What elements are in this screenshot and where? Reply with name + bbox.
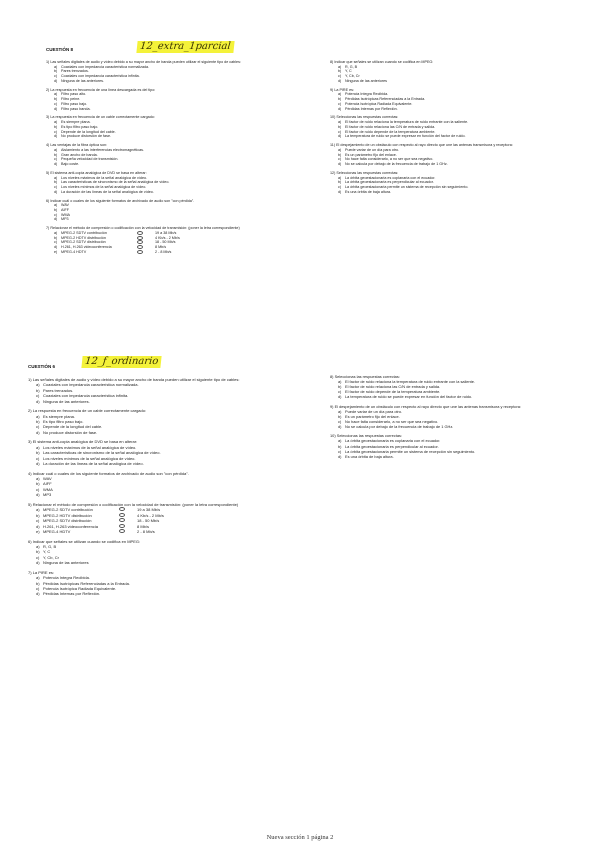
option-text: WAV xyxy=(43,476,52,482)
answer-option xyxy=(46,217,296,222)
option-text: El factor de ruido depende de la temperatura ambiente. xyxy=(345,389,441,395)
option-text: Los niveles mínimos de la señal analógica de vídeo. xyxy=(43,455,136,461)
option-letter: b) xyxy=(338,384,342,390)
option-text: Filtro paso banda. xyxy=(61,106,91,111)
question-prompt: Indicar cuál o cuales de los siguiente formatos de archivado de audio son "con pérdida". xyxy=(50,198,195,203)
match-rate: 18 - 50 Mb/s xyxy=(155,240,176,245)
option-text: Los niveles mínimos de la señal analógica de vídeo. xyxy=(61,184,147,189)
answer-circle-icon xyxy=(137,240,143,244)
option-text: WMA xyxy=(43,486,53,492)
option-letter: d) xyxy=(54,217,58,222)
question-number: 8) xyxy=(330,374,334,379)
question xyxy=(28,471,298,498)
match-letter: c) xyxy=(54,240,58,245)
answer-option xyxy=(28,560,298,565)
option-text: Aislamiento a las interferencias electromagnéticas. xyxy=(61,147,145,152)
option-text: Potencia Isotrópica Radiada Equivalente. xyxy=(43,585,117,591)
question-prompt: La respuesta en frecuencia de una línea descargada es del tipo: xyxy=(50,87,156,92)
option-text: Bajo coste. xyxy=(61,161,80,166)
question-prompt: El sistema anti-copia analógica de DVD se basa en alterar: xyxy=(50,170,147,175)
question-number: 3) xyxy=(28,439,32,445)
question xyxy=(28,539,298,566)
option-text: Es tipo filtro paso bajo. xyxy=(61,124,99,129)
option-letter: d) xyxy=(54,106,58,111)
option-text: No se calcula por debajo de la frecuencia de trabajo de 1 GHz. xyxy=(345,424,454,430)
option-text: Potencia Isotrópica Radiada Equivalente. xyxy=(345,101,413,106)
match-method: MPEG-2 SDTV distribución xyxy=(43,518,92,524)
option-text: Ninguna de las anteriores xyxy=(43,560,89,566)
question xyxy=(28,408,298,435)
answer-circle-icon xyxy=(119,507,125,511)
question-number: 9) xyxy=(330,403,334,409)
option-text: Depende de la longitud del cable. xyxy=(43,424,103,430)
option-letter: a) xyxy=(338,92,342,97)
match-letter: d) xyxy=(54,245,58,250)
question-prompt: La PIRE es: xyxy=(334,87,354,92)
option-text: La órbita geoestacionaria es coplanaria con el ecuador. xyxy=(345,175,436,180)
question-prompt: El despejamiento de un obstáculo con respecto al rayo directo que une las antenas transmisora y receptora: xyxy=(336,143,513,148)
option-letter: b) xyxy=(338,180,342,185)
option-letter: b) xyxy=(54,97,58,102)
option-letter: a) xyxy=(36,575,40,581)
match-rate: 8 Mb/s xyxy=(137,523,150,529)
question xyxy=(330,115,570,139)
question-number: 6) xyxy=(28,538,32,544)
option-letter: d) xyxy=(36,429,40,435)
match-method: MPEG-2 HDTV distribución xyxy=(61,235,106,240)
question-prompt: Indicar que señales se utilizan cuando se codifica en MPEG: xyxy=(334,60,434,64)
option-letter: a) xyxy=(36,382,40,388)
option-text: Y, Cb, Cr xyxy=(43,554,59,560)
option-text: Coaxiales con impedancia característica infinita. xyxy=(61,74,140,79)
option-text: Puede variar de un día para otro. xyxy=(345,408,403,414)
section-8-title: CUESTIÓN 8 xyxy=(46,47,74,52)
option-text: No produce distorsión de fase. xyxy=(43,429,98,435)
option-letter: b) xyxy=(54,69,58,74)
option-text: Filtro peine. xyxy=(61,97,81,102)
option-letter: b) xyxy=(36,419,40,425)
option-letter: d) xyxy=(36,492,40,498)
option-text: Potencia Integra Recibida. xyxy=(43,575,90,581)
option-text: Y, C xyxy=(43,549,51,555)
match-letter: b) xyxy=(36,512,40,518)
answer-circle-icon xyxy=(119,513,125,517)
option-letter: d) xyxy=(338,106,342,111)
option-text: Es una órbita de baja altura. xyxy=(345,189,392,194)
option-text: WAV xyxy=(61,203,69,208)
question-number: 1) xyxy=(46,60,50,64)
matching-row xyxy=(46,250,296,255)
option-text: Es siempre plana. xyxy=(61,120,91,125)
question-number: 7) xyxy=(28,569,32,575)
answer-option xyxy=(330,424,580,429)
option-letter: c) xyxy=(36,393,40,399)
option-text: Ninguna de las anteriores. xyxy=(61,78,105,83)
option-letter: d) xyxy=(54,134,58,139)
question xyxy=(28,570,298,597)
option-text: Pérdidas Isotrópicas Referenciadas a la Entrada. xyxy=(43,580,130,586)
question-number: 1) xyxy=(28,377,32,382)
answer-option xyxy=(330,134,570,139)
answer-option xyxy=(46,79,296,84)
option-letter: d) xyxy=(36,461,40,467)
option-letter: a) xyxy=(338,64,342,69)
option-letter: b) xyxy=(36,450,40,456)
match-rate: 19 a 38 Mb/s xyxy=(137,507,161,513)
question-prompt: Indicar que señales se utilizan cuando se codifica en MPEG: xyxy=(32,538,141,544)
question xyxy=(46,143,296,167)
answer-option xyxy=(28,591,298,596)
option-letter: b) xyxy=(338,124,342,129)
question-prompt: Seleccionas las respuestas correctas: xyxy=(336,433,403,439)
section-6-left-column xyxy=(28,377,298,601)
question xyxy=(330,60,570,84)
option-letter: b) xyxy=(36,481,40,487)
option-text: Pares trenzados. xyxy=(61,69,89,74)
option-letter: c) xyxy=(338,448,342,454)
option-letter: c) xyxy=(54,74,58,79)
question xyxy=(28,502,298,534)
option-letter: a) xyxy=(54,147,58,152)
option-text: AIFF xyxy=(43,481,52,487)
match-rate: 2 - 8 Mb/s xyxy=(137,528,155,534)
answer-circle-icon xyxy=(119,524,125,528)
answer-option xyxy=(330,107,570,112)
page-footer: Nueva sección 1 página 2 xyxy=(266,834,334,841)
question xyxy=(330,433,580,458)
question xyxy=(46,226,296,254)
option-letter: d) xyxy=(338,189,342,194)
option-text: Coaxiales con impedancia característica infinita. xyxy=(43,393,129,399)
answer-option xyxy=(28,430,298,435)
match-letter: b) xyxy=(54,235,58,240)
option-text: Filtro paso bajo. xyxy=(61,101,88,106)
question-number: 4) xyxy=(28,470,32,476)
option-letter: c) xyxy=(338,389,342,395)
option-text: R, G, B xyxy=(345,64,358,69)
option-text: Es tipo filtro paso bajo. xyxy=(43,419,84,425)
question-number: 8) xyxy=(330,60,334,64)
answer-option xyxy=(28,399,298,404)
option-text: La temperatura de ruido se puede expresar en función del factor de ruido. xyxy=(345,394,473,400)
option-text: Y, Cb, Cr xyxy=(345,74,360,79)
option-letter: b) xyxy=(36,549,40,555)
section-6-title: CUESTIÓN 6 xyxy=(28,364,56,369)
question-prompt: Las señales digitales de audio y vídeo debido a su mayor ancho de banda pueden utilizar el siguiente tipo de cables: xyxy=(50,60,241,64)
question-number: 5) xyxy=(28,501,32,507)
option-text: La órbita geoestacionaria es perpendicular al ecuador. xyxy=(345,443,439,449)
option-letter: c) xyxy=(36,455,40,461)
answer-circle-icon xyxy=(119,529,125,533)
option-letter: a) xyxy=(54,175,58,180)
option-text: MP3 xyxy=(43,492,52,498)
option-letter: d) xyxy=(36,398,40,404)
answer-option xyxy=(330,79,570,84)
question-prompt: Seleccionas las respuestas correctas: xyxy=(336,115,399,120)
answer-option xyxy=(28,492,298,497)
option-letter: b) xyxy=(54,180,58,185)
option-text: La órbita geoestacionaria es coplanaria con el ecuador. xyxy=(345,438,441,444)
question xyxy=(46,199,296,223)
answer-option xyxy=(46,162,296,167)
option-letter: a) xyxy=(338,438,342,444)
match-rate: 4 Kb/s - 2 Mb/s xyxy=(155,235,180,240)
option-letter: a) xyxy=(36,444,40,450)
question-prompt: Indicar cuál o cuales de los siguiente formatos de archivado de audio son "con pérdida". xyxy=(32,470,189,476)
match-method: MPEG-4 HDTV xyxy=(43,528,71,534)
option-letter: b) xyxy=(36,387,40,393)
question xyxy=(330,88,570,112)
answer-option xyxy=(46,107,296,112)
option-letter: a) xyxy=(36,476,40,482)
question xyxy=(330,143,570,167)
section-8-handwritten-note: 12_extra_1parcial xyxy=(136,41,234,53)
option-text: Es siempre plana. xyxy=(43,413,76,419)
question xyxy=(46,171,296,195)
option-letter: c) xyxy=(36,554,40,560)
match-rate: 19 a 38 Mb/s xyxy=(155,230,177,235)
option-text: No produce distorsión de fase. xyxy=(61,134,112,139)
option-text: Pares trenzados. xyxy=(43,387,74,393)
question-prompt: El despejamiento de un obstáculo con respecto al rayo directo que une las antenas transmisora y receptora: xyxy=(334,403,521,409)
option-text: No hace falta considerarlo, a no ser que sea negativo. xyxy=(345,157,434,162)
option-text: Puede variar de un día para otro. xyxy=(345,147,400,152)
option-text: AIFF xyxy=(61,207,69,212)
question-number: 3) xyxy=(46,115,50,120)
match-letter: a) xyxy=(36,507,40,513)
match-method: MPEG-2 SDTV distribución xyxy=(61,240,106,245)
question-number: 2) xyxy=(46,87,50,92)
option-letter: a) xyxy=(338,408,342,414)
option-text: Depende de la longitud del cable. xyxy=(61,129,116,134)
option-letter: d) xyxy=(338,424,342,430)
option-text: Pérdidas Internas por Reflexión. xyxy=(345,106,398,111)
answer-option xyxy=(28,461,298,466)
match-method: H.261, H.263 videoconferencia xyxy=(61,245,112,250)
option-text: Los niveles máximos de la señal analógica de vídeo. xyxy=(61,175,148,180)
option-text: Potencia Integra Recibida. xyxy=(345,92,389,97)
option-text: Coaxiales con impedancia característica normalizada. xyxy=(43,382,139,388)
option-text: El factor de ruido relaciona las C/N de entrada y salida. xyxy=(345,384,441,390)
section-8-left-column xyxy=(46,60,296,259)
option-letter: a) xyxy=(54,120,58,125)
question-prompt: Las ventajas de la fibra óptica son: xyxy=(50,143,108,148)
option-letter: c) xyxy=(338,157,342,162)
match-letter: a) xyxy=(54,230,58,235)
option-text: MP3 xyxy=(61,217,69,222)
question-number: 9) xyxy=(330,87,334,92)
match-method: MPEG-4 HDTV xyxy=(61,249,87,254)
question-prompt: El sistema anti-copia analógica de DVD se basa en alterar: xyxy=(32,439,138,445)
option-letter: a) xyxy=(54,203,58,208)
option-text: Pérdidas Internas por Reflexión. xyxy=(43,591,101,597)
question-prompt: La respuesta en frecuencia de un cable correctamente cargado: xyxy=(50,115,155,120)
match-rate: 8 Mb/s xyxy=(155,245,167,250)
option-text: La duración de las líneas de la señal analógica de vídeo. xyxy=(43,461,144,467)
question-number: 4) xyxy=(46,143,50,148)
option-letter: b) xyxy=(338,413,342,419)
answer-option xyxy=(330,162,570,167)
question xyxy=(330,404,580,429)
question xyxy=(46,88,296,112)
question xyxy=(330,374,580,399)
question-number: 5) xyxy=(46,170,50,175)
answer-option xyxy=(330,190,570,195)
answer-option xyxy=(330,394,580,399)
section-6-right-column xyxy=(330,374,580,463)
section-6-handwritten-note: 12_f_ordinario xyxy=(81,356,161,368)
option-text: Es un parámetro fijo del enlace. xyxy=(345,152,397,157)
option-text: Las características de sincronismo de la señal analógica de vídeo. xyxy=(61,180,170,185)
option-text: Las características de sincronismo de la señal analógica de vídeo. xyxy=(43,450,161,456)
answer-option xyxy=(46,190,296,195)
option-letter: a) xyxy=(54,92,58,97)
match-letter: d) xyxy=(36,523,40,529)
option-letter: a) xyxy=(338,379,342,385)
option-text: El factor de ruido relaciona la temperatura de ruido entrante con la saliente. xyxy=(345,379,475,385)
option-letter: d) xyxy=(54,161,58,166)
matching-row xyxy=(28,529,298,534)
question-prompt: Las señales digitales de audio y vídeo debido a su mayor ancho de banda pueden utilizar el siguiente tipo de cables: xyxy=(32,377,240,382)
option-letter: c) xyxy=(338,74,342,79)
question xyxy=(28,439,298,466)
option-text: Los niveles máximos de la señal analógica de vídeo. xyxy=(43,444,137,450)
option-letter: a) xyxy=(36,543,40,549)
match-method: MPEG-2 SDTV contribución xyxy=(43,507,93,513)
question xyxy=(330,171,570,195)
option-letter: b) xyxy=(36,580,40,586)
question-prompt: Relacionar el método de compresión o codificación con la velocidad de transmisión: (poner la letra correspondiente) xyxy=(50,226,240,231)
option-letter: d) xyxy=(36,560,40,566)
match-letter: e) xyxy=(54,249,58,254)
option-text: Es una órbita de baja altura. xyxy=(345,453,394,459)
option-text: No se calcula por debajo de la frecuencia de trabajo de 1 GHz. xyxy=(345,161,448,166)
option-letter: c) xyxy=(338,101,342,106)
option-text: El factor de ruido relaciona las C/N de entrada y salida. xyxy=(345,124,436,129)
option-text: Es un parámetro fijo del enlace. xyxy=(345,413,400,419)
match-method: H.261, H.263 videoconferencia xyxy=(43,523,98,529)
option-letter: c) xyxy=(54,101,58,106)
option-letter: a) xyxy=(338,175,342,180)
answer-circle-icon xyxy=(137,236,143,240)
option-letter: c) xyxy=(36,424,40,430)
option-letter: d) xyxy=(54,189,58,194)
option-text: Filtro paso alto. xyxy=(61,92,87,97)
option-letter: d) xyxy=(338,161,342,166)
option-letter: b) xyxy=(338,152,342,157)
question-number: 7) xyxy=(46,226,50,231)
question-prompt: Seleccionas las respuestas correctas: xyxy=(336,170,399,175)
match-method: MPEG-2 HDTV distribución xyxy=(43,512,92,518)
option-letter: b) xyxy=(338,443,342,449)
question-number: 10) xyxy=(330,433,336,439)
option-text: La temperatura de ruido se puede expresar en función del factor de ruido. xyxy=(345,134,466,139)
option-letter: a) xyxy=(338,120,342,125)
option-letter: d) xyxy=(338,78,342,83)
question xyxy=(46,115,296,139)
match-letter: c) xyxy=(36,518,40,524)
question xyxy=(46,60,296,84)
option-text: La órbita geoestacionaria es perpendicular al ecuador. xyxy=(345,180,434,185)
option-text: Gran ancho de banda. xyxy=(61,152,98,157)
match-method: MPEG-2 SDTV contribución xyxy=(61,230,107,235)
option-letter: a) xyxy=(54,64,58,69)
option-text: El factor de ruido relaciona la temperatura de ruido entrante con la saliente. xyxy=(345,120,469,125)
option-text: No hace falta considerarlo, a no ser que sea negativo. xyxy=(345,418,439,424)
question-prompt: La PIRE es: xyxy=(32,569,55,575)
option-letter: c) xyxy=(338,184,342,189)
match-letter: e) xyxy=(36,528,40,534)
answer-option xyxy=(46,134,296,139)
option-letter: c) xyxy=(36,486,40,492)
option-letter: d) xyxy=(36,591,40,597)
option-text: Pérdidas Isotrópicas Referenciadas a la Entrada. xyxy=(345,97,426,102)
option-letter: a) xyxy=(338,147,342,152)
question-prompt: La respuesta en frecuencia de un cable correctamente cargado: xyxy=(32,408,147,414)
option-letter: b) xyxy=(54,207,58,212)
option-text: Coaxiales con impedancia característica normalizada. xyxy=(61,64,150,69)
section-8-right-column xyxy=(330,60,570,199)
question xyxy=(28,377,298,404)
option-letter: c) xyxy=(54,184,58,189)
match-rate: 18 - 50 Mb/s xyxy=(137,518,160,524)
option-letter: c) xyxy=(338,418,342,424)
option-letter: c) xyxy=(54,129,58,134)
question-number: 2) xyxy=(28,408,32,414)
match-rate: 2 - 8 Mb/s xyxy=(155,249,172,254)
question-number: 11) xyxy=(330,143,336,148)
option-letter: c) xyxy=(54,157,58,162)
option-text: La duración de las líneas de la señal analógica de vídeo. xyxy=(61,189,154,194)
answer-circle-icon xyxy=(137,245,143,249)
option-text: Ninguna de las anteriores. xyxy=(43,398,90,404)
option-letter: b) xyxy=(338,69,342,74)
option-text: Pequeña velocidad de transmisión. xyxy=(61,157,119,162)
option-letter: c) xyxy=(338,129,342,134)
question-number: 6) xyxy=(46,198,50,203)
answer-circle-icon xyxy=(137,231,143,235)
option-letter: b) xyxy=(54,124,58,129)
question-prompt: Seleccionas las respuestas correctas: xyxy=(334,374,400,379)
answer-circle-icon xyxy=(119,518,125,522)
option-text: WMA xyxy=(61,212,71,217)
question-prompt: Relacionar el método de compresión o codificación con la velocidad de transmisión: (poner la letra correspondiente) xyxy=(32,501,239,507)
option-letter: b) xyxy=(338,97,342,102)
answer-option xyxy=(330,454,580,459)
option-text: Y, C xyxy=(345,69,352,74)
option-letter: d) xyxy=(338,394,342,400)
question-number: 10) xyxy=(330,115,336,120)
question-number: 12) xyxy=(330,170,336,175)
option-text: R, G, B xyxy=(43,543,57,549)
answer-circle-icon xyxy=(137,250,143,254)
option-letter: c) xyxy=(36,585,40,591)
option-letter: a) xyxy=(36,413,40,419)
option-letter: d) xyxy=(54,78,58,83)
match-rate: 4 Kb/s - 2 Mb/s xyxy=(137,512,164,518)
option-text: La órbita geoestacionaria permite un sistema de recepción sin seguimiento. xyxy=(345,184,469,189)
option-letter: d) xyxy=(338,134,342,139)
option-text: Ninguna de las anteriores xyxy=(345,78,388,83)
option-text: El factor de ruido depende de la temperatura ambiente. xyxy=(345,129,436,134)
option-letter: b) xyxy=(54,152,58,157)
option-letter: d) xyxy=(338,453,342,459)
option-letter: c) xyxy=(54,212,58,217)
option-text: La órbita geoestacionaria permite un sistema de recepción sin seguimiento. xyxy=(345,448,476,454)
